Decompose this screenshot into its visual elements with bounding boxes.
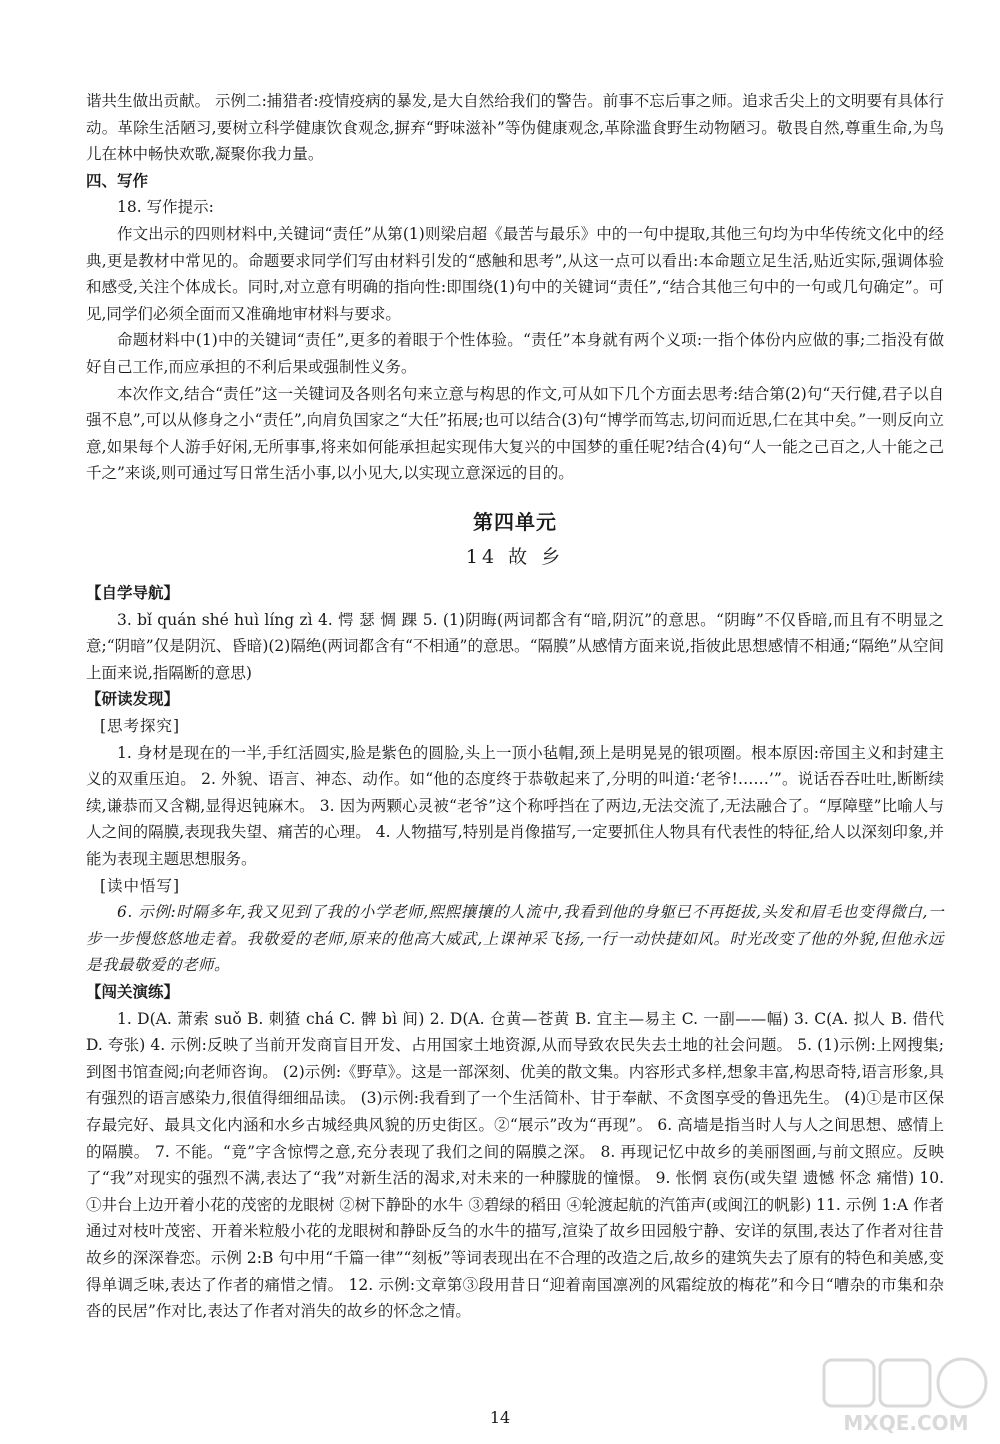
watermark-box <box>824 1360 874 1406</box>
writing-hint-paragraph: 本次作文,结合“责任”这一关键词及各则名句来立意与构思的作文,可从如下几个方面去思考:结合第(2)句“天行健,君子以自强不息”,可以从修身之小“责任”,向肩负国家之“大任”拓展;也可以结合(3)句“博学而笃志,切问而近思,仁在其中矣。”一则反向立意,如果每个人游手好闲,无所事事,将来如何能承担起实现伟大复兴的中国梦的重任呢?结合(4)句“人一能之己百之,人十能之己千之”来谈,则可通过写日常生活小事,以小见大,以实现立意深远的目的。 <box>86 384 944 483</box>
practice-heading: 【闯关演练】 <box>86 983 180 1001</box>
watermark-box <box>880 1360 930 1406</box>
watermark-site: MXQE.COM <box>843 1411 969 1435</box>
self-study-answers: 3. bǐ quán shé huì líng zì 4. 愕 瑟 惆 踝 5. (1)阴晦(两词都含有“暗,阴沉”的意思。“阴晦”不仅昏暗,而且有不明显之意;“阴暗”仅是阴沉、昏暗)(2)隔绝(两词都含有“不相通”的意思。“隔膜”从感情方面来说,指彼此思想感情不相通;“隔绝”从空间上面来说,指隔断的意思) <box>86 610 944 682</box>
reading-writing-answer: 6. 示例:时隔多年,我又见到了我的小学老师,熙熙攘攘的人流中,我看到他的身躯已不再挺拔,头发和眉毛也变得微白,一步一步慢悠悠地走着。我敬爱的老师,原来的他高大威武,上课神采飞扬,一行一动快捷如风。时光改变了他的外貌,但他永远是我最敬爱的老师。 <box>86 903 944 975</box>
section-four-heading: 四、写作 <box>86 171 149 190</box>
unit-title: 第四单元 <box>473 509 557 534</box>
practice-answers: 1. D(A. 萧索 suǒ B. 刺猹 chá C. 髀 bì 间) 2. D(A. 仓黄—苍黄 B. 宜主—易主 C. 一副——幅) 3. C(A. 拟人 B. 借代 D. 夸张) 4. 示例:反映了当前开发商盲目开发、占用国家土地资源,从而导致农民失去土地的社会问题。 5. (1)示例:上网搜集;到图书馆查阅;向老师咨询。 (2)示例:《野草》。这是一部深刻、优美的散文集。内容形式多样,想象丰富,构思奇特,语言形象,具有强烈的语言感染力,很值得细细品读。 (3)示例:我看到了一个生活简朴、甘于奉献、不贪图享受的鲁迅先生。 (4)①是市区保存最完好、最具文化内涵和水乡古城经典风貌的历史街区。②“展示”改为“再现”。 6. 高墙是指当时人与人之间思想、感情上的隔膜。 7. 不能。“竟”字含惊愕之意,充分表现了我们之间的隔膜之深。 8. 再现记忆中故乡的美丽图画,与前文照应。反映了“我”对现实的强烈不满,表达了“我”对新生活的渴求,对未来的一种朦胧的憧憬。 9. 怅惘 哀伤(或失望 遗憾 怀念 痛惜) 10. ①井台上边开着小花的茂密的龙眼树 ②树下静卧的水牛 ③碧绿的稻田 ④轮渡起航的汽笛声(或闽江的帆影) 11. 示例 1:A 作者通过对枝叶茂密、开着米粒般小花的龙眼树和静卧反刍的水牛的描写,渲染了故乡田园般宁静、安详的氛围,表达了作者对往昔故乡的深深眷恋。示例 2:B 句中用“千篇一律”“刻板”等词表现出在不合理的改造之后,故乡的建筑失去了原有的特色和美感,变得单调乏味,表达了作者的痛惜之情。 12. 示例:文章第③段用昔日“迎着南国凛冽的风霜绽放的梅花”和今日“嘈杂的市集和杂沓的民居”作对比,表达了作者对消失的故乡的怀念之情。 <box>86 1009 944 1321</box>
thinking-answers: 1. 身材是现在的一半,手红活圆实,脸是紫色的圆脸,头上一顶小毡帽,颈上是明晃晃的银项圈。根本原因:帝国主义和封建主义的双重压迫。 2. 外貌、语言、神态、动作。如“他的态度终于恭敬起来了,分明的叫道:‘老爷!……’”。说话吞吞吐吐,断断续续,谦恭而又含糊,显得迟钝麻木。 3. 因为两颗心灵被“老爷”这个称呼挡在了两边,无法交流了,无法融合了。“厚障壁”比喻人与人之间的隔膜,表现我失望、痛苦的心理。 4. 人物描写,特别是肖像描写,一定要抓住人物具有代表性的特征,给人以深刻印象,并能为表现主题思想服务。 <box>86 743 944 869</box>
writing-hint-paragraph: 作文出示的四则材料中,关键词“责任”从第(1)则梁启超《最苦与最乐》中的一句中提取,其他三句均为中华传统文化中的经典,更是教材中常见的。命题要求同学们写由材料引发的“感触和思考”,从这一点可以看出:本命题立足生活,贴近实际,强调体验和感受,关注个体成长。同时,对立意有明确的指向性:即围绕(1)句中的关键词“责任”,“结合其他三句中的一句或几句确定”。可见,同学们必须全面而又准确地审材料与要求。 <box>86 224 944 323</box>
lesson-title: 14 故 乡 <box>465 545 565 568</box>
writing-hint-paragraph: 命题材料中(1)中的关键词“责任”,更多的着眼于个性体验。“责任”本身就有两个义项:一指个体份内应做的事;二指没有做好自己工作,而应承担的不利后果或强制性义务。 <box>86 331 944 376</box>
page-content <box>86 88 944 1325</box>
self-study-heading: 【自学导航】 <box>86 584 180 603</box>
reading-writing-subheading: [读中悟写] <box>100 876 181 895</box>
watermark-logo <box>818 1356 994 1436</box>
thinking-subheading: [思考探究] <box>100 717 181 736</box>
research-heading: 【研读发现】 <box>86 690 180 709</box>
continuation-paragraph: 谐共生做出贡献。 示例二:捕猎者:疫情疫病的暴发,是大自然给我们的警告。前事不忘后事之师。追求舌尖上的文明要有具体行动。革除生活陋习,要树立科学健康饮食观念,摒弃“野味滋补”等伪健康观念,革除滥食野生动物陋习。敬畏自然,尊重生命,为鸟儿在林中畅快欢歌,凝聚你我力量。 <box>86 92 944 164</box>
page-number: 14 <box>489 1408 511 1427</box>
watermark-circle <box>938 1359 986 1407</box>
writing-hint-title: 18. 写作提示: <box>117 198 214 217</box>
